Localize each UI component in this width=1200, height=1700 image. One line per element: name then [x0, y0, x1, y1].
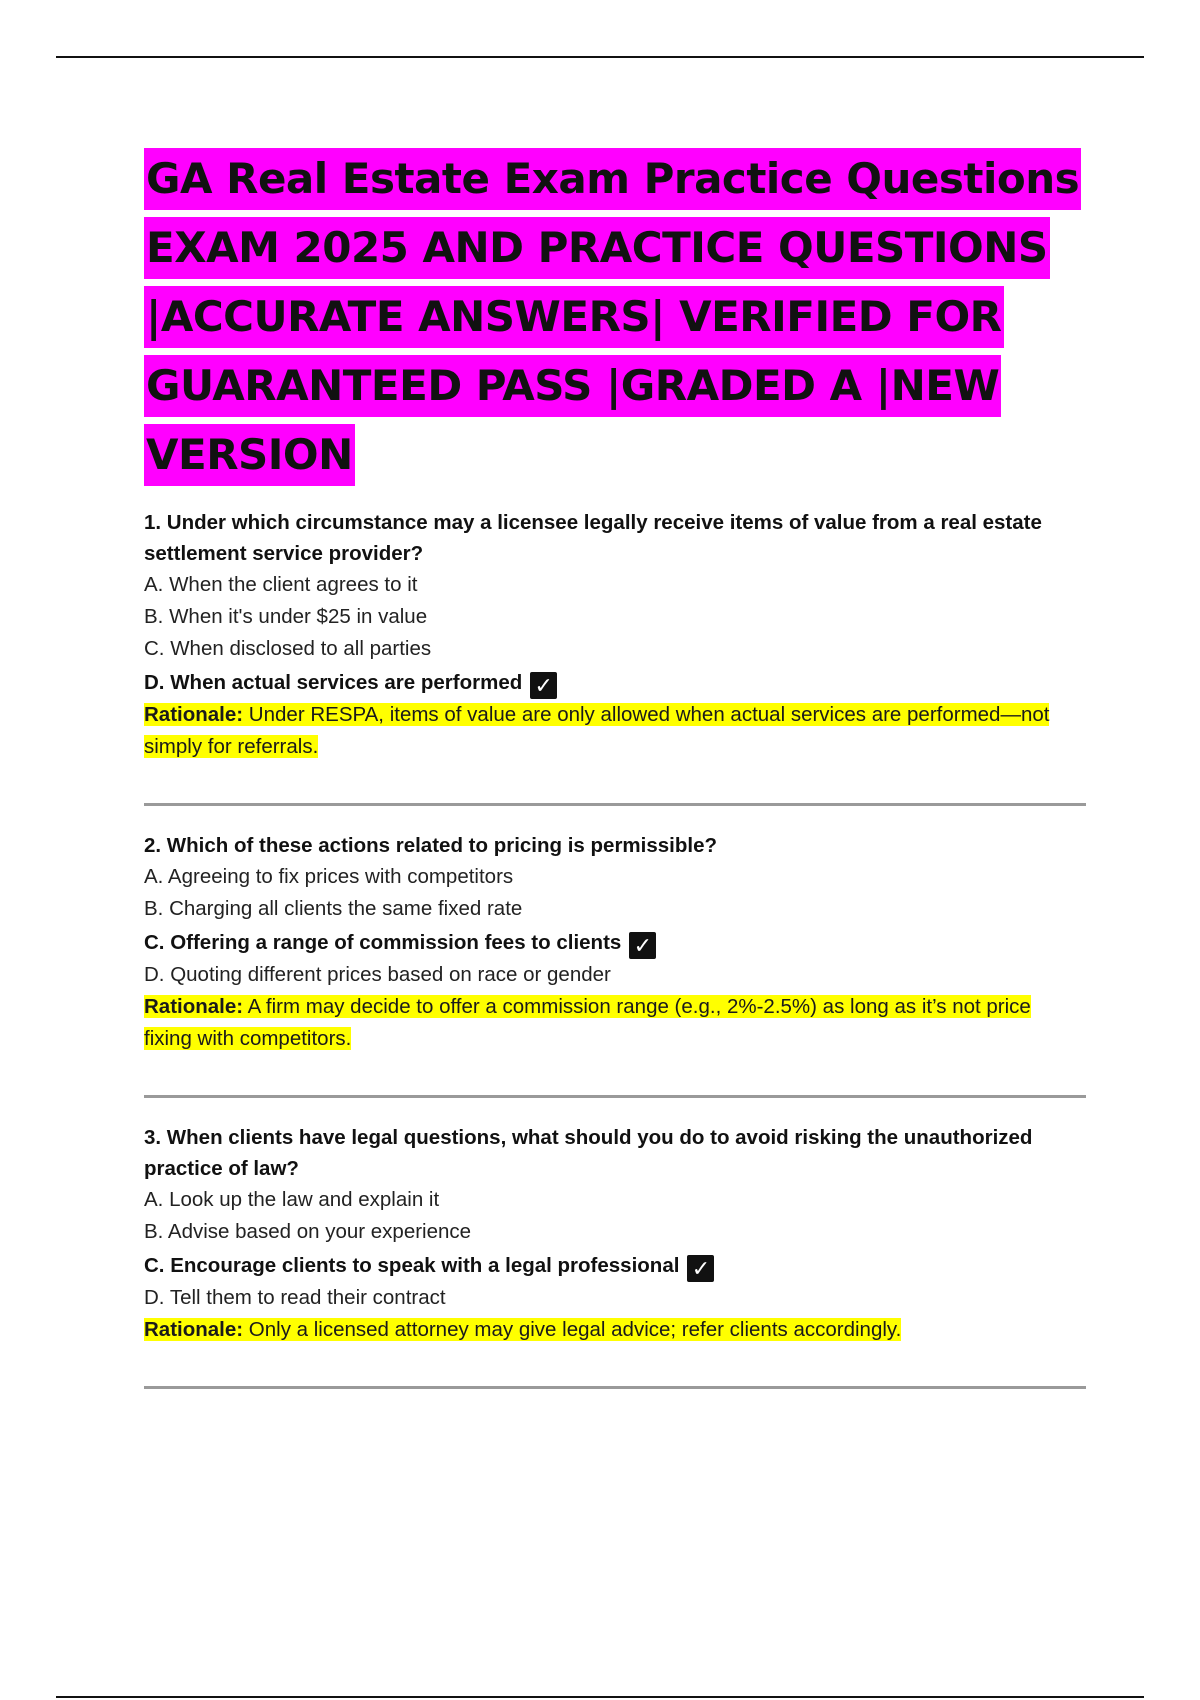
- question-text: 1. Under which circumstance may a licensee legally receive items of value from a real estate settlement service provider?: [144, 511, 1042, 565]
- question-2: [144, 830, 1084, 1098]
- checkmark-icon: ✓: [687, 1255, 714, 1282]
- divider: [144, 803, 1086, 806]
- option-d: D. Quoting different prices based on race or gender: [144, 963, 611, 986]
- rationale: [144, 991, 1084, 1055]
- option-c-correct: [144, 1250, 1084, 1282]
- rationale-label: Rationale:: [144, 703, 244, 726]
- option-a: A. Look up the law and explain it: [144, 1188, 440, 1211]
- correct-answer-text: C. Encourage clients to speak with a legal professional: [144, 1254, 680, 1277]
- document-content: [144, 148, 1084, 1389]
- footer-rule: [56, 1696, 1144, 1698]
- question-text: 3. When clients have legal questions, what should you do to avoid risking the unauthorized practice of law?: [144, 1126, 1033, 1180]
- rationale: [144, 1314, 1084, 1346]
- option-d: D. Tell them to read their contract: [144, 1286, 446, 1309]
- title-line-2: EXAM 2025 AND PRACTICE QUESTIONS: [144, 217, 1050, 279]
- rationale-text: A firm may decide to offer a commission range (e.g., 2%-2.5%) as long as it’s not price fixing with competitors.: [144, 995, 1031, 1050]
- question-3: [144, 1122, 1084, 1389]
- option-b: B. Charging all clients the same fixed rate: [144, 897, 523, 920]
- title-line-3: |ACCURATE ANSWERS| VERIFIED FOR: [144, 286, 1004, 348]
- question-text: 2. Which of these actions related to pricing is permissible?: [144, 834, 717, 857]
- correct-answer-text: C. Offering a range of commission fees to clients: [144, 931, 622, 954]
- divider: [144, 1095, 1086, 1098]
- header-rule: [56, 56, 1144, 58]
- rationale: [144, 699, 1084, 763]
- checkmark-icon: ✓: [530, 672, 557, 699]
- option-b: B. When it's under $25 in value: [144, 605, 428, 628]
- option-c: C. When disclosed to all parties: [144, 637, 432, 660]
- rationale-label: Rationale:: [144, 995, 244, 1018]
- document-title: [144, 148, 1080, 493]
- correct-answer-text: D. When actual services are performed: [144, 671, 523, 694]
- option-c-correct: [144, 927, 1084, 959]
- title-line-1: GA Real Estate Exam Practice Questions: [144, 148, 1081, 210]
- checkmark-icon: ✓: [629, 932, 656, 959]
- option-b: B. Advise based on your experience: [144, 1220, 472, 1243]
- title-line-5: VERSION: [144, 424, 355, 486]
- rationale-label: Rationale:: [144, 1318, 244, 1341]
- title-line-4: GUARANTEED PASS |GRADED A |NEW: [144, 355, 1001, 417]
- rationale-text: Under RESPA, items of value are only allowed when actual services are performed—not simply for referrals.: [144, 703, 1050, 758]
- rationale-text: Only a licensed attorney may give legal advice; refer clients accordingly.: [243, 1318, 902, 1341]
- question-1: [144, 507, 1084, 806]
- option-a: A. Agreeing to fix prices with competitors: [144, 865, 514, 888]
- option-d-correct: [144, 667, 1084, 699]
- option-a: A. When the client agrees to it: [144, 573, 418, 596]
- divider: [144, 1386, 1086, 1389]
